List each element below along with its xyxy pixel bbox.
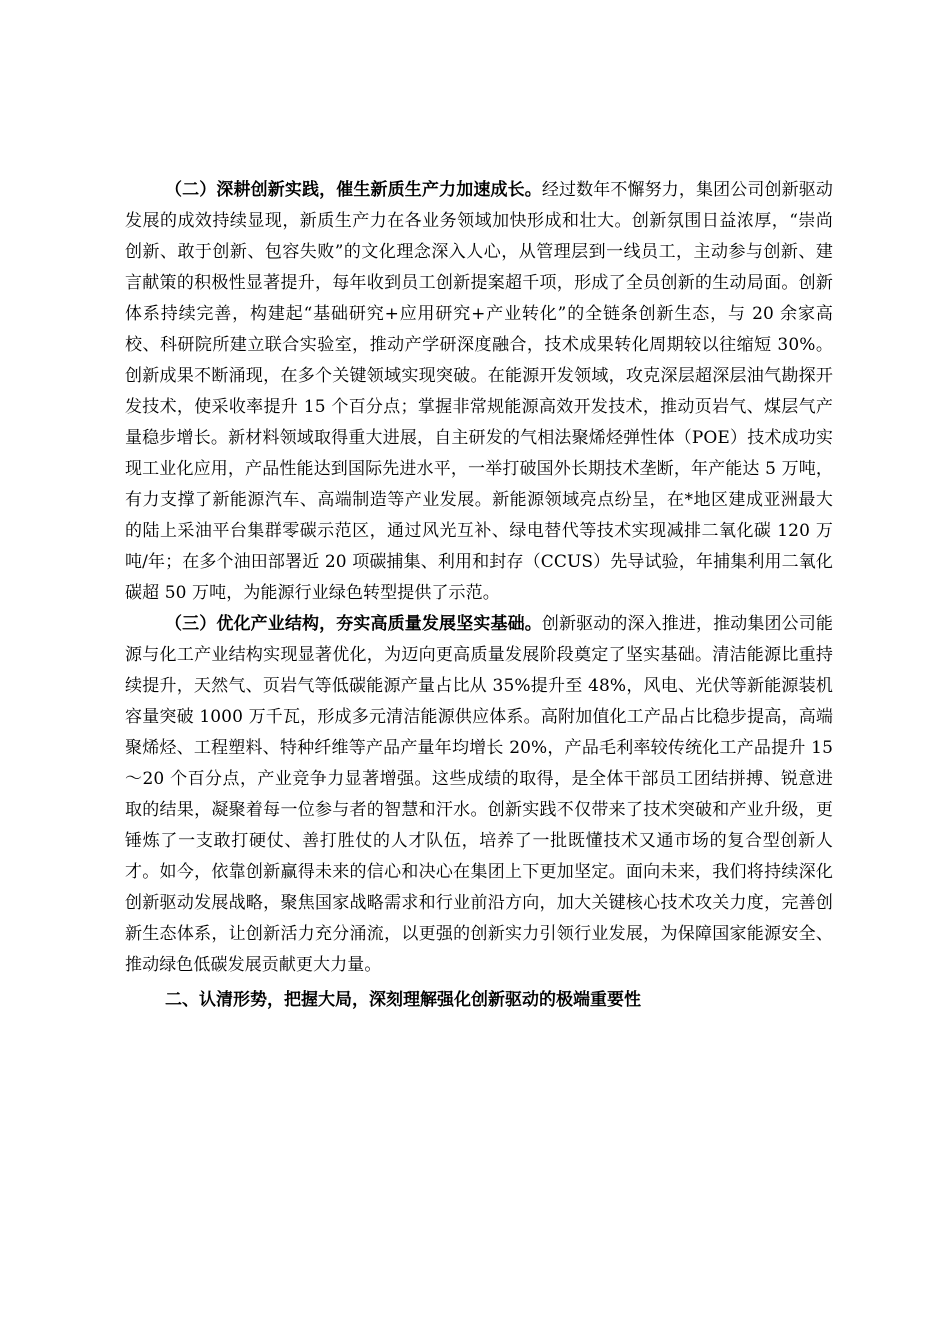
paragraph-body-text: 创新驱动的深入推进，推动集团公司能源与化工产业结构实现显著优化，为迈向更高质量发展阶段奠定了坚实基础。清洁能源比重持续提升，天然气、页岩气等低碳能源产量占比从 35%提升至 48%，风电、光伏等新能源装机容量突破 1000 万千瓦，形成多元清洁能源供应体系。高附加值化工产品占比稳步提高，高端聚烯烃、工程塑料、特种纤维等产品产量年均增长 20%，产品毛利率较传统化工产品提升 15～20 个百分点，产业竞争力显著增强。这些成绩的取得，是全体干部员工团结拼搏、锐意进取的结果，凝聚着每一位参与者的智慧和汗水。创新实践不仅带来了技术突破和产业升级，更锤炼了一支敢打硬仗、善打胜仗的人才队伍，培养了一批既懂技术又通市场的复合型创新人才。如今，依靠创新赢得未来的信心和决心在集团上下更加坚定。面向未来，我们将持续深化创新驱动发展战略，聚焦国家战略需求和行业前沿方向，加大关键核心技术攻关力度，完善创新生态体系，让创新活力充分涌流，以更强的创新实力引领行业发展，为保障国家能源安全、推动绿色低碳发展贡献更大力量。: [125, 614, 834, 975]
paragraph-lead-heading: （二）深耕创新实践，催生新质生产力加速成长。: [165, 180, 542, 200]
document-body: [125, 175, 833, 1016]
paragraph-body-text: 经过数年不懈努力，集团公司创新驱动发展的成效持续显现，新质生产力在各业务领域加快形成和壮大。创新氛围日益浓厚，“崇尚创新、敢于创新、包容失败”的文化理念深入人心，从管理层到一线员工，主动参与创新、建言献策的积极性显著提升，每年收到员工创新提案超千项，形成了全员创新的生动局面。创新体系持续完善，构建起“基础研究+应用研究+产业转化”的全链条创新生态，与 20 余家高校、科研院所建立联合实验室，推动产学研深度融合，技术成果转化周期较以往缩短 30%。创新成果不断涌现，在多个关键领域实现突破。在能源开发领域，攻克深层超深层油气勘探开发技术，使采收率提升 15 个百分点；掌握非常规能源高效开发技术，推动页岩气、煤层气产量稳步增长。新材料领域取得重大进展，自主研发的气相法聚烯烃弹性体（POE）技术成功实现工业化应用，产品性能达到国际先进水平，一举打破国外长期技术垄断，年产能达 5 万吨，有力支撑了新能源汽车、高端制造等产业发展。新能源领域亮点纷呈，在*地区建成亚洲最大的陆上采油平台集群零碳示范区，通过风光互补、绿电替代等技术实现减排二氧化碳 120 万吨/年；在多个油田部署近 20 项碳捕集、利用和封存（CCUS）先导试验，年捕集利用二氧化碳超 50 万吨，为能源行业绿色转型提供了示范。: [125, 180, 834, 603]
paragraph-lead-heading: （三）优化产业结构，夯实高质量发展坚实基础。: [165, 614, 542, 634]
paragraph-industrial-structure: [125, 609, 833, 981]
section-heading: 二、认清形势，把握大局，深刻理解强化创新驱动的极端重要性: [165, 990, 641, 1010]
paragraph-innovation-practice: [125, 175, 833, 609]
